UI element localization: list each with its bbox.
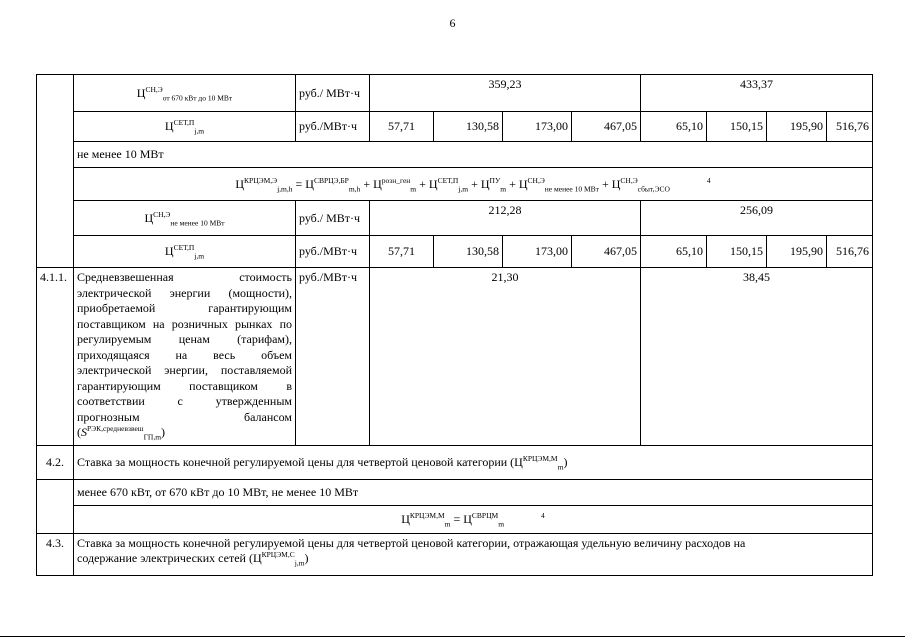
- table-row: [37, 506, 873, 534]
- unit-cell: руб./МВт·ч: [296, 268, 370, 446]
- tariff-table: [36, 74, 873, 576]
- section-label: не менее 10 МВт: [74, 142, 873, 168]
- table-row: [37, 75, 873, 112]
- value-cell: 21,30: [370, 268, 641, 446]
- page-number: 6: [449, 16, 456, 30]
- row-number-cell: 4.1.1.: [37, 268, 74, 446]
- value-cell: 467,05: [572, 236, 641, 268]
- value-cell: 359,23: [370, 75, 641, 112]
- section-title: Ставка за мощность конечной регулируемой цены для четвертой ценовой категории $(Ц^{КРЦЭМ,М}_m)$: [74, 446, 873, 480]
- value-cell: 57,71: [370, 112, 434, 142]
- value-cell: 516,76: [827, 112, 873, 142]
- value-cell: 195,90: [767, 236, 827, 268]
- table-row: [37, 480, 873, 506]
- unit-cell: руб./ МВт·ч: [296, 75, 370, 112]
- row-number-cell: 4.3.: [37, 534, 74, 576]
- formula-cell: $Ц^{СЕТ,П}_{j,m}$: [74, 236, 296, 268]
- value-cell: 467,05: [572, 112, 641, 142]
- value-cell: 65,10: [641, 236, 707, 268]
- description-cell: Средневзвешенная стоимость электрической энергии (мощности), приобретаемой гарантирующим поставщиком на розничных рынках по регулируемым ценам (тарифам), приходящаяся на весь объем электрической энергии, поставляемой гарантирующим поставщиком в соответствии с утвержденным прогнозным балансом $(S^{РЭК,средневзвеш}_{ГП,m})$: [74, 268, 296, 446]
- table-row: [37, 446, 873, 480]
- footnote-mark: 4: [706, 175, 711, 185]
- page-bottom-rule: [0, 636, 905, 637]
- value-cell: 433,37: [641, 75, 873, 112]
- value-cell: 516,76: [827, 236, 873, 268]
- value-cell: 38,45: [641, 268, 873, 446]
- table-row: [37, 142, 873, 168]
- value-cell: 256,09: [641, 201, 873, 236]
- formula-cell: $Ц^{СН,Э}_{от 670 кВт до 10 МВт}$: [74, 75, 296, 112]
- value-cell: 150,15: [707, 236, 767, 268]
- value-cell: 130,58: [434, 112, 503, 142]
- value-cell: 212,28: [370, 201, 641, 236]
- formula-cell: $Ц^{СН,Э}_{не менее 10 МВт}$: [74, 201, 296, 236]
- unit-cell: руб./МВт·ч: [296, 112, 370, 142]
- table-row: [37, 534, 873, 576]
- value-cell: 57,71: [370, 236, 434, 268]
- table-row: [37, 112, 873, 142]
- section-label: менее 670 кВт, от 670 кВт до 10 МВт, не менее 10 МВт: [74, 480, 873, 506]
- unit-cell: руб./МВт·ч: [296, 236, 370, 268]
- value-cell: 130,58: [434, 236, 503, 268]
- section-title: Ставка за мощность конечной регулируемой цены для четвертой ценовой категории, отражающая удельную величину расходов на содержание электрических сетей $(Ц^{КРЦЭМ,С}_{j,m})$: [74, 534, 873, 576]
- table-row: [37, 201, 873, 236]
- formula-cell: $Ц^{СЕТ,П}_{j,m}$: [74, 112, 296, 142]
- row-number-cell: 4.2.: [37, 446, 74, 480]
- footnote-mark: 4: [541, 511, 545, 520]
- unit-cell: руб./ МВт·ч: [296, 201, 370, 236]
- row-number-cell: [37, 480, 74, 534]
- table-row: [37, 268, 873, 446]
- value-cell: 150,15: [707, 112, 767, 142]
- table-row: [37, 168, 873, 201]
- value-cell: 173,00: [503, 112, 572, 142]
- row-number-cell: [37, 75, 74, 268]
- value-cell: 65,10: [641, 112, 707, 142]
- value-cell: 195,90: [767, 112, 827, 142]
- table-row: [37, 236, 873, 268]
- formula-row: $Ц^{КРЦЭМ,Э}_{j,m,h} = Ц^{СВРЦЭ,БР}_{m,h} + Ц^{розн\_ген}_m + Ц^{СЕТ,П}_{j,m} + Ц^{ПУ}_m + Ц^{СН,Э}_{не менее 10 МВт} + Ц^{СН,Э}_{сбыт,ЭСО}$ $^4$: [74, 168, 873, 201]
- value-cell: 173,00: [503, 236, 572, 268]
- formula-row: $Ц^{КРЦЭМ,М}_m = Ц^{СВРЦМ}_m$ $^4$: [74, 506, 873, 534]
